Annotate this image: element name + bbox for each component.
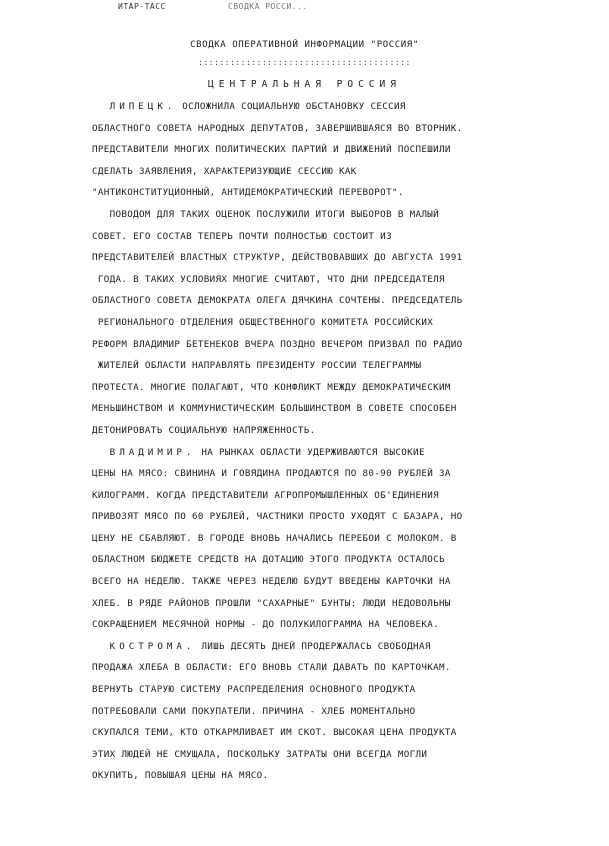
text-line: [92, 247, 562, 269]
line-text: СДЕЛАТЬ ЗАЯВЛЕНИЯ, ХАРАКТЕРИЗУЮЩИЕ СЕССИЮ КАК: [92, 165, 357, 177]
line-text: ПРЕДСТАВИТЕЛИ МНОГИХ ПОЛИТИЧЕСКИХ ПАРТИЙ И ДВИЖЕНИЙ ПОСПЕШИЛИ: [92, 144, 451, 156]
line-text: ВЕРНУТЬ СТАРУЮ СИСТЕМУ РАСПРЕДЕЛЕНИЯ ОСНОВНОГО ПРОДУКТА: [92, 684, 416, 696]
section-heading: ЦЕНТРАЛЬНАЯ РОССИЯ: [208, 79, 401, 90]
line-text: РЕГИОНАЛЬНОГО ОТДЕЛЕНИЯ ОБЩЕСТВЕННОГО КОМИТЕТА РОССИЙСКИХ: [92, 316, 434, 328]
text-line: [92, 571, 562, 593]
text-line: [92, 679, 562, 701]
text-line: [92, 118, 562, 140]
line-text: "АНТИКОНСТИТУЦИОННЫЙ, АНТИДЕМОКРАТИЧЕСКИЙ ПЕРЕВОРОТ".: [92, 187, 404, 199]
text-line: [92, 182, 562, 204]
place-name: ВЛАДИМИР.: [109, 446, 196, 458]
line-text: ПРОДАЖА ХЛЕБА В ОБЛАСТИ: ЕГО ВНОВЬ СТАЛИ ДАВАТЬ ПО КАРТОЧКАМ.: [92, 662, 451, 674]
text-line: [92, 636, 562, 658]
paragraph-indent: [92, 101, 110, 112]
line-text: ГОДА. В ТАКИХ УСЛОВИЯХ МНОГИЕ СЧИТАЮТ, ЧТО ДНИ ПРЕДСЕДАТЕЛЯ: [92, 273, 445, 285]
paragraph-indent: [92, 447, 110, 458]
line-text: СКУПАЛСЯ ТЕМИ, КТО ОТКАРМЛИВАЕТ ИМ СКОТ. ВЫСОКАЯ ЦЕНА ПРОДУКТА: [92, 727, 457, 739]
place-name: ЛИПЕЦК.: [109, 101, 177, 112]
text-line: [92, 442, 562, 464]
line-text: РЕФОРМ ВЛАДИМИР БЕТЕНЕКОВ ВЧЕРА ПОЗДНО ВЕЧЕРОМ ПРИЗВАЛ ПО РАДИО: [92, 338, 463, 350]
line-text: ПРОТЕСТА. МНОГИЕ ПОЛАГАЮТ, ЧТО КОНФЛИКТ МЕЖДУ ДЕМОКРАТИЧЕСКИМ: [92, 381, 451, 393]
text-line: [92, 657, 562, 679]
line-text: ЖИТЕЛЕЙ ОБЛАСТИ НАПРАВЛЯТЬ ПРЕЗИДЕНТУ РОССИИ ТЕЛЕГРАММЫ: [92, 360, 422, 372]
text-line: [92, 290, 562, 312]
place-name: КОСТРОМА.: [109, 640, 196, 652]
line-text: ОКУПИТЬ, ПОВЫШАЯ ЦЕНЫ НА МЯСО.: [92, 770, 269, 782]
text-line: [92, 420, 562, 442]
line-text: СОКРАЩЕНИЕМ МЕСЯЧНОЙ НОРМЫ - ДО ПОЛУКИЛОГРАММА НА ЧЕЛОВЕКА.: [92, 619, 439, 631]
text-line: [92, 549, 562, 571]
text-line: [92, 334, 562, 356]
line-text: ПРЕДСТАВИТЕЛЕЙ ВЛАСТНЫХ СТРУКТУР, ДЕЙСТВОВАВШИХ ДО АВГУСТА 1991: [92, 252, 463, 264]
document-title: СВОДКА ОПЕРАТИВНОЙ ИНФОРМАЦИИ "РОССИЯ": [190, 40, 419, 50]
text-line: [92, 269, 562, 291]
text-line: [92, 96, 562, 118]
paragraph-indent: [92, 641, 110, 652]
text-line: [92, 139, 562, 161]
text-line: [92, 765, 562, 787]
text-line: [92, 528, 562, 550]
text-line: [92, 722, 562, 744]
line-text: ОБЛАСТНОГО СОВЕТА ДЕМОКРАТА ОЛЕГА ДЯЧКИНА СОЧТЕНЫ. ПРЕДСЕДАТЕЛЬ: [92, 295, 463, 307]
text-line: [92, 312, 562, 334]
line-text: ВСЕГО НА НЕДЕЛЮ. ТАКЖЕ ЧЕРЕЗ НЕДЕЛЮ БУДУТ ВВЕДЕНЫ КАРТОЧКИ НА: [92, 576, 451, 588]
line-text: СОВЕТ. ЕГО СОСТАВ ТЕПЕРЬ ПОЧТИ ПОЛНОСТЬЮ СОСТОИТ ИЗ: [92, 230, 392, 242]
text-line: [92, 463, 562, 485]
text-line: [92, 377, 562, 399]
document-body: [92, 96, 562, 787]
line-text: ПОТРЕБОВАЛИ САМИ ПОКУПАТЕЛИ. ПРИЧИНА - ХЛЕБ МОМЕНТАЛЬНО: [92, 705, 416, 717]
slug-header: СВОДКА РОССИ...: [228, 2, 308, 11]
text-line: [92, 161, 562, 183]
line-text: ЭТИХ ЛЮДЕЙ НЕ СМУЩАЛА, ПОСКОЛЬКУ ЗАТРАТЫ ОНИ ВСЕГДА МОГЛИ: [92, 748, 428, 760]
text-line: [92, 701, 562, 723]
line-text: ЦЕНЫ НА МЯСО: СВИНИНА И ГОВЯДИНА ПРОДАЮТСЯ ПО 80-90 РУБЛЕЙ ЗА: [92, 468, 451, 480]
line-text: ДЕТОНИРОВАТЬ СОЦИАЛЬНУЮ НАПРЯЖЕННОСТЬ.: [92, 424, 316, 436]
line-text: ОСЛОЖНИЛА СОЦИАЛЬНУЮ ОБСТАНОВКУ СЕССИЯ: [176, 101, 406, 112]
line-text: ЦЕНУ НЕ СБАВЛЯЮТ. В ГОРОДЕ ВНОВЬ НАЧАЛИСЬ ПЕРЕБОИ С МОЛОКОМ. В: [92, 532, 457, 544]
text-line: [92, 506, 562, 528]
text-line: [92, 744, 562, 766]
line-text: ПРИВОЗЯТ МЯСО ПО 60 РУБЛЕЙ, ЧАСТНИКИ ПРОСТО УХОДЯТ С БАЗАРА, НО: [92, 511, 463, 523]
line-text: НА РЫНКАХ ОБЛАСТИ УДЕРЖИВАЮТСЯ ВЫСОКИЕ: [195, 446, 425, 458]
line-text: ПОВОДОМ ДЛЯ ТАКИХ ОЦЕНОК ПОСЛУЖИЛИ ИТОГИ ВЫБОРОВ В МАЛЫЙ: [92, 208, 439, 220]
text-line: [92, 226, 562, 248]
text-line: [92, 485, 562, 507]
line-text: ХЛЕБ. В РЯДЕ РАЙОНОВ ПРОШЛИ "САХАРНЫЕ" БУНТЫ: ЛЮДИ НЕДОВОЛЬНЫ: [92, 597, 451, 609]
line-text: ЛИШЬ ДЕСЯТЬ ДНЕЙ ПРОДЕРЖАЛАСЬ СВОБОДНАЯ: [195, 640, 431, 652]
text-line: [92, 614, 562, 636]
line-text: МЕНЬШИНСТВОМ И КОММУНИСТИЧЕСКИМ БОЛЬШИНСТВОМ В СОВЕТЕ СПОСОБЕН: [92, 403, 457, 415]
agency-header: ИТАР-ТАСС: [118, 2, 166, 11]
title-rule: ::::::::::::::::::::::::::::::::::::::::: [198, 58, 411, 67]
text-line: [92, 398, 562, 420]
text-line: [92, 204, 562, 226]
text-line: [92, 593, 562, 615]
line-text: ОБЛАСТНОГО СОВЕТА НАРОДНЫХ ДЕПУТАТОВ, ЗАВЕРШИВШАЯСЯ ВО ВТОРНИК.: [92, 122, 463, 134]
line-text: ОБЛАСТНОМ БЮДЖЕТЕ СРЕДСТВ НА ДОТАЦИЮ ЭТОГО ПРОДУКТА ОСТАЛОСЬ: [92, 554, 445, 566]
line-text: КИЛОГРАММ. КОГДА ПРЕДСТАВИТЕЛИ АГРОПРОМЫШЛЕННЫХ ОБ'ЕДИНЕНИЯ: [92, 489, 439, 501]
text-line: [92, 355, 562, 377]
